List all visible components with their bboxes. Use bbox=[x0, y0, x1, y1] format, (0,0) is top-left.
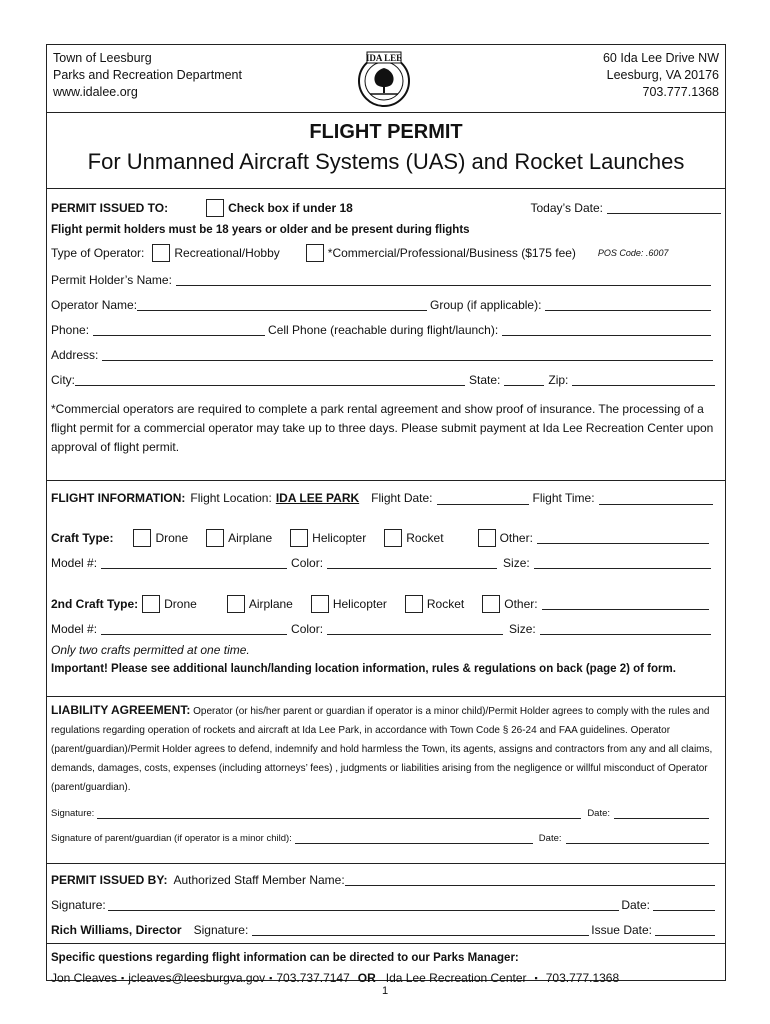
phone-field[interactable] bbox=[93, 323, 265, 336]
recreation-center-name: Ida Lee Recreation Center bbox=[385, 971, 527, 985]
title-block bbox=[47, 113, 725, 189]
town-name: Town of Leesburg bbox=[53, 51, 152, 65]
liability-agreement-section bbox=[47, 697, 725, 864]
city-label: City: bbox=[51, 372, 75, 387]
liability-signature-label: Signature: bbox=[51, 808, 95, 819]
contact-email[interactable]: jcleaves@leesburgva.gov bbox=[128, 971, 266, 985]
flight-time-label: Flight Time: bbox=[532, 491, 595, 505]
craft1-airplane-label: Airplane bbox=[228, 530, 273, 545]
liability-date-field[interactable] bbox=[614, 809, 709, 819]
pos-code: POS Code: .6007 bbox=[597, 248, 669, 258]
craft1-size-field[interactable] bbox=[534, 556, 711, 569]
staff-signature-field[interactable] bbox=[108, 898, 620, 911]
flight-date-label: Flight Date: bbox=[371, 491, 433, 505]
contact-name: Jon Cleaves bbox=[51, 971, 118, 985]
authorized-staff-label: Authorized Staff Member Name: bbox=[173, 872, 345, 887]
liability-agreement-body: Operator (or his/her parent or guardian if operator is a minor child)/Permit Holder agrees to comply with the rules and regulations regarding operation of rockets and aircraft at Ida Lee Park, in accordance with Town Code § 26-24 and FAA guidelines. Operator (parent/guardian)/Permit Holder agrees to defend, indemnify and hold harmless the Town, its agents, assigns and contractors from any and all claims, demands, damages, costs, expenses (including attorneys’ fees) , judgments or liabilities arising from the negligence or willful misconduct of Operator (parent/guardian). bbox=[51, 706, 713, 793]
address-label: Address: bbox=[51, 347, 99, 362]
flight-location-value: IDA LEE PARK bbox=[275, 491, 360, 505]
craft2-drone-label: Drone bbox=[164, 596, 197, 611]
permit-issued-to-section bbox=[47, 189, 725, 481]
craft2-color-field[interactable] bbox=[327, 622, 503, 635]
craft1-size-label: Size: bbox=[503, 555, 530, 570]
guardian-signature-field[interactable] bbox=[295, 834, 533, 844]
liability-agreement-label: LIABILITY AGREEMENT: bbox=[51, 703, 191, 717]
two-crafts-note: Only two crafts permitted at one time. bbox=[51, 643, 250, 657]
under-18-checkbox[interactable] bbox=[206, 199, 224, 217]
craft2-rocket-checkbox[interactable] bbox=[405, 595, 423, 613]
craft2-drone-checkbox[interactable] bbox=[142, 595, 160, 613]
craft2-size-label: Size: bbox=[509, 621, 536, 636]
contact-heading: Specific questions regarding flight information can be directed to our Parks Manager: bbox=[51, 952, 519, 964]
craft1-drone-label: Drone bbox=[155, 530, 189, 545]
todays-date-label: Today’s Date: bbox=[530, 200, 603, 215]
craft2-helicopter-label: Helicopter bbox=[332, 596, 387, 611]
letterhead-left bbox=[53, 50, 313, 112]
craft1-model-field[interactable] bbox=[101, 556, 287, 569]
craft1-other-field[interactable] bbox=[537, 531, 709, 544]
craft2-airplane-label: Airplane bbox=[248, 596, 293, 611]
recreational-checkbox[interactable] bbox=[152, 244, 170, 262]
guardian-signature-label: Signature of parent/guardian (if operator is a minor child): bbox=[51, 833, 292, 844]
bullet-separator: ▪ bbox=[121, 973, 125, 983]
craft2-other-checkbox[interactable] bbox=[482, 595, 500, 613]
permit-issued-by-section bbox=[47, 864, 725, 944]
address-field[interactable] bbox=[102, 348, 713, 361]
permit-form bbox=[46, 44, 726, 985]
craft2-airplane-checkbox[interactable] bbox=[227, 595, 245, 613]
director-signature-field[interactable] bbox=[252, 923, 589, 936]
operator-type-label: Type of Operator: bbox=[51, 246, 145, 260]
zip-label: Zip: bbox=[548, 372, 569, 387]
craft1-drone-checkbox[interactable] bbox=[133, 529, 151, 547]
craft1-rocket-label: Rocket bbox=[406, 530, 444, 545]
craft1-rocket-checkbox[interactable] bbox=[384, 529, 402, 547]
liability-signature-field[interactable] bbox=[97, 809, 581, 819]
flight-time-field[interactable] bbox=[599, 492, 713, 505]
city-field[interactable] bbox=[75, 373, 465, 386]
guardian-date-label: Date: bbox=[538, 833, 562, 844]
flight-location-label: Flight Location: bbox=[190, 491, 272, 505]
craft1-helicopter-checkbox[interactable] bbox=[290, 529, 308, 547]
bullet-separator: ▪ bbox=[534, 973, 538, 983]
bullet-separator: ▪ bbox=[269, 973, 273, 983]
cell-phone-field[interactable] bbox=[502, 323, 711, 336]
state-label: State: bbox=[469, 372, 501, 387]
liability-agreement-text bbox=[51, 701, 721, 797]
craft1-helicopter-label: Helicopter bbox=[312, 530, 367, 545]
website: www.idalee.org bbox=[53, 85, 138, 99]
issue-date-field[interactable] bbox=[655, 923, 715, 936]
authorized-staff-field[interactable] bbox=[345, 873, 715, 886]
guardian-date-field[interactable] bbox=[566, 834, 709, 844]
commercial-operator-note: *Commercial operators are required to complete a park rental agreement and show proof of insurance. The processing of a flight permit for a commercial operator may take up to three days. Please submit payment at Ida Lee Recreation Center upon approval of flight permit. bbox=[51, 402, 714, 454]
flight-information-label: FLIGHT INFORMATION: bbox=[51, 491, 186, 505]
staff-date-field[interactable] bbox=[653, 898, 715, 911]
or-label: OR bbox=[357, 971, 376, 985]
page-number: 1 bbox=[381, 985, 389, 997]
department-name: Parks and Recreation Department bbox=[53, 68, 242, 82]
age-requirement-note: Flight permit holders must be 18 years or older and be present during flights bbox=[51, 223, 470, 236]
operator-name-field[interactable] bbox=[137, 298, 427, 311]
flight-date-field[interactable] bbox=[437, 492, 529, 505]
under-18-label: Check box if under 18 bbox=[228, 200, 353, 215]
page-subtitle: For Unmanned Aircraft Systems (UAS) and Rocket Launches bbox=[87, 149, 685, 174]
zip-field[interactable] bbox=[572, 373, 715, 386]
office-phone: 703.777.1368 bbox=[642, 85, 719, 99]
recreation-center-phone: 703.777.1368 bbox=[545, 971, 620, 985]
staff-date-label: Date: bbox=[621, 897, 650, 912]
craft1-model-label: Model #: bbox=[51, 555, 98, 570]
issue-date-label: Issue Date: bbox=[591, 922, 652, 937]
operator-name-label: Operator Name: bbox=[51, 297, 138, 312]
phone-label: Phone: bbox=[51, 322, 90, 337]
craft1-airplane-checkbox[interactable] bbox=[206, 529, 224, 547]
flight-information-section bbox=[47, 481, 725, 697]
page-title: FLIGHT PERMIT bbox=[309, 121, 463, 143]
craft1-color-label: Color: bbox=[291, 555, 324, 570]
craft1-other-checkbox[interactable] bbox=[478, 529, 496, 547]
city-state-zip: Leesburg, VA 20176 bbox=[606, 68, 719, 82]
permit-issued-by-label: PERMIT ISSUED BY: bbox=[51, 872, 168, 887]
craft2-size-field[interactable] bbox=[540, 622, 711, 635]
street-address: 60 Ida Lee Drive NW bbox=[602, 51, 719, 65]
craft2-other-field[interactable] bbox=[542, 597, 709, 610]
craft2-helicopter-checkbox[interactable] bbox=[311, 595, 329, 613]
state-field[interactable] bbox=[504, 373, 544, 386]
contact-phone: 703.737.7147 bbox=[276, 971, 350, 985]
craft2-color-label: Color: bbox=[291, 621, 324, 636]
commercial-checkbox[interactable] bbox=[306, 244, 324, 262]
svg-text:IDA LEE: IDA LEE bbox=[365, 53, 403, 63]
holder-name-field[interactable] bbox=[176, 273, 711, 286]
craft2-other-label: Other: bbox=[504, 596, 538, 611]
holder-name-label: Permit Holder’s Name: bbox=[51, 272, 172, 287]
group-field[interactable] bbox=[545, 298, 711, 311]
permit-issued-to-label: PERMIT ISSUED TO: bbox=[51, 200, 169, 215]
craft-type-2-label: 2nd Craft Type: bbox=[51, 596, 139, 611]
group-label: Group (if applicable): bbox=[430, 297, 542, 312]
todays-date-field[interactable] bbox=[607, 201, 721, 214]
craft2-rocket-label: Rocket bbox=[426, 596, 465, 611]
cell-phone-label: Cell Phone (reachable during flight/launch): bbox=[268, 322, 499, 337]
important-note: Important! Please see additional launch/landing location information, rules & regulations on back (page 2) of form. bbox=[51, 663, 676, 675]
letterhead bbox=[47, 45, 725, 113]
craft1-color-field[interactable] bbox=[327, 556, 497, 569]
ida-lee-seal-logo bbox=[354, 50, 414, 108]
craft2-model-label: Model #: bbox=[51, 621, 98, 636]
director-signature-label: Signature: bbox=[193, 922, 249, 937]
staff-signature-label: Signature: bbox=[51, 897, 106, 912]
recreational-label: Recreational/Hobby bbox=[174, 246, 280, 260]
craft1-other-label: Other: bbox=[499, 530, 533, 545]
letterhead-right bbox=[459, 50, 719, 112]
commercial-label: *Commercial/Professional/Business ($175 fee) bbox=[327, 246, 576, 260]
craft-type-label: Craft Type: bbox=[51, 530, 114, 545]
liability-date-label: Date: bbox=[587, 808, 611, 819]
craft2-model-field[interactable] bbox=[101, 622, 287, 635]
director-name: Rich Williams, Director bbox=[51, 922, 182, 937]
